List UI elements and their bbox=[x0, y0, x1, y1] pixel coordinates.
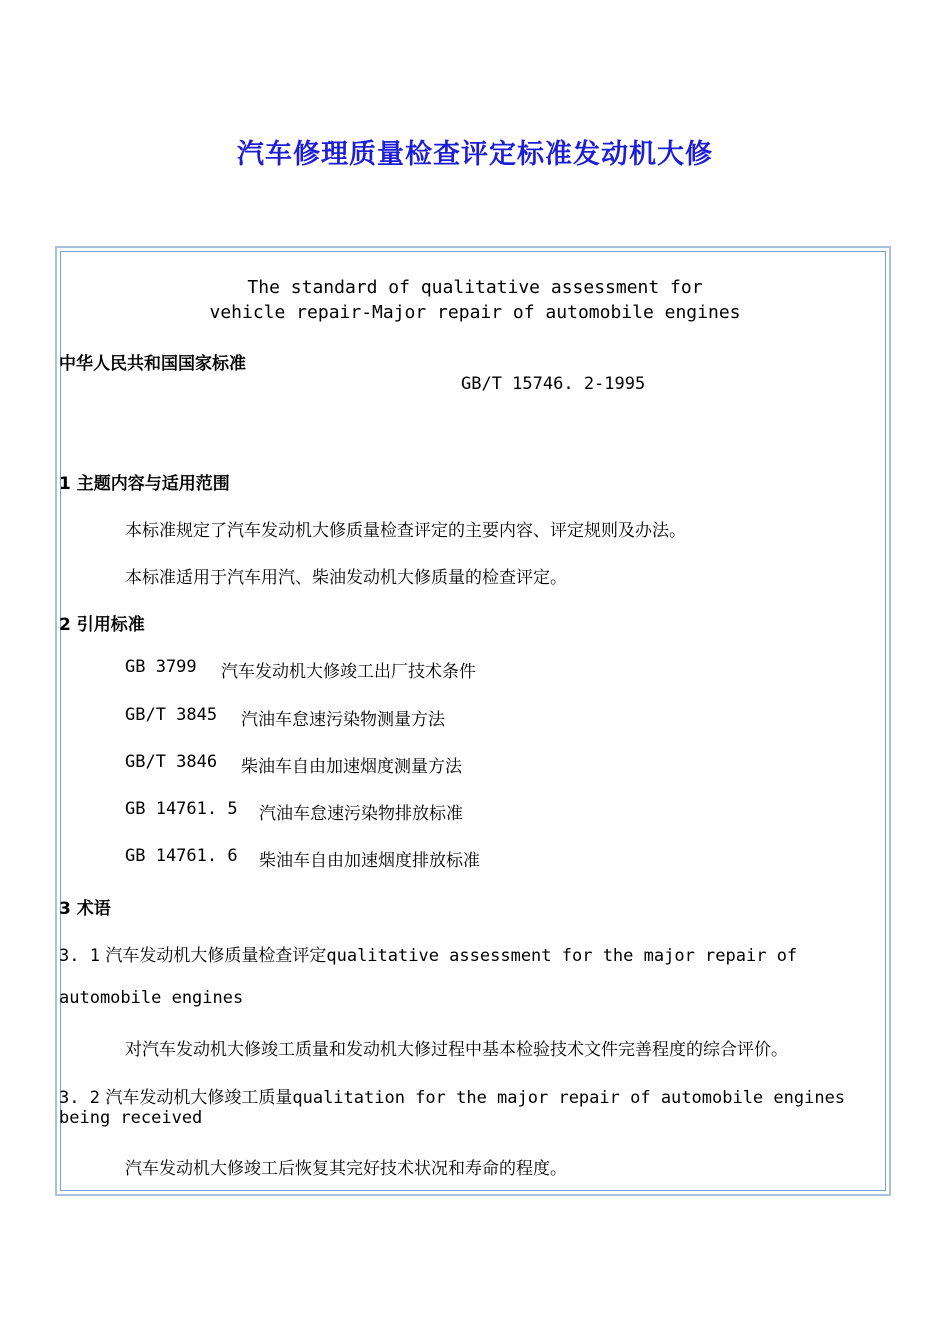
reference-title: 汽车发动机大修竣工出厂技术条件 bbox=[221, 662, 476, 682]
term-3-2-english-continued: being received bbox=[59, 1108, 203, 1128]
term-3-2-line-1 bbox=[59, 1083, 845, 1108]
term-3-1-definition: 对汽车发动机大修竣工质量和发动机大修过程中基本检验技术文件完善程度的综合评价。 bbox=[125, 1040, 788, 1060]
reference-title: 汽油车怠速污染物测量方法 bbox=[241, 710, 445, 730]
section-1-paragraph-1: 本标准规定了汽车发动机大修质量检查评定的主要内容、评定规则及办法。 bbox=[125, 521, 686, 541]
term-chinese-name: 汽车发动机大修竣工质量 bbox=[105, 1088, 293, 1108]
reference-code: GB/T 3846 bbox=[125, 752, 218, 772]
english-title-line-1: The standard of qualitative assessment for bbox=[247, 277, 703, 298]
standard-number: GB/T 15746. 2-1995 bbox=[461, 374, 646, 394]
term-number: 3. 2 bbox=[59, 1088, 100, 1108]
term-english-name: qualitative assessment for the major repair of bbox=[326, 946, 798, 966]
term-english-name: qualitation for the major repair of automobile engines bbox=[292, 1088, 846, 1108]
term-chinese-name: 汽车发动机大修质量检查评定 bbox=[105, 946, 327, 966]
term-3-1-line-1 bbox=[59, 941, 797, 966]
reference-code: GB 14761. 6 bbox=[125, 846, 238, 866]
term-3-1-english-continued: automobile engines bbox=[59, 988, 244, 1008]
national-standard-label: 中华人民共和国国家标准 bbox=[59, 354, 246, 374]
term-3-2-definition: 汽车发动机大修竣工后恢复其完好技术状况和寿命的程度。 bbox=[125, 1159, 567, 1179]
section-2-heading: 2 引用标准 bbox=[59, 615, 145, 635]
reference-title: 柴油车自由加速烟度测量方法 bbox=[241, 757, 462, 777]
section-1-heading: 1 主题内容与适用范围 bbox=[59, 474, 230, 494]
term-number: 3. 1 bbox=[59, 946, 100, 966]
reference-code: GB/T 3845 bbox=[125, 705, 218, 725]
page-title: 汽车修理质量检查评定标准发动机大修 bbox=[237, 139, 713, 170]
reference-title: 汽油车怠速污染物排放标准 bbox=[259, 804, 463, 824]
reference-code: GB 14761. 5 bbox=[125, 799, 238, 819]
reference-code: GB 3799 bbox=[125, 657, 197, 677]
section-3-heading: 3 术语 bbox=[59, 899, 111, 919]
english-title-line-2: vehicle repair-Major repair of automobile engines bbox=[209, 302, 741, 323]
section-1-paragraph-2: 本标准适用于汽车用汽、柴油发动机大修质量的检查评定。 bbox=[125, 568, 567, 588]
reference-title: 柴油车自由加速烟度排放标准 bbox=[259, 851, 480, 871]
